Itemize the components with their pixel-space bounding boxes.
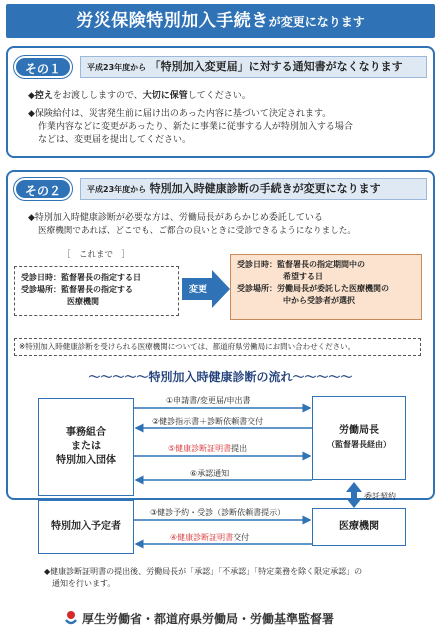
after-row-2a: 受診場所：労働局長が委託した医療機関の [237, 284, 389, 293]
node-right2-label: 医療機関 [339, 521, 379, 532]
flow-step-4-red: ④健康診断証明書 [170, 533, 234, 542]
after-row-1a: 受診日時：監督署長の指定期間中の [237, 260, 365, 269]
flow-step-5 [168, 443, 247, 454]
node-medical-institution [312, 508, 406, 546]
footer [0, 604, 441, 634]
flow-step-4 [170, 532, 249, 543]
bullet-1-end: してください。 [187, 91, 251, 101]
flow-step-2: ②健診指示書＋診断依頼書交付 [152, 417, 264, 426]
section-2-heading-small: 平成23年度から [87, 185, 147, 194]
node-left1-line-3: 特別加入団体 [56, 455, 116, 466]
section-2-bullet-line-2: 医療機関であれば、どこでも、ご都合の良いときに受診できるようになりました。 [38, 226, 356, 236]
section-2-heading-main: 特別加入時健康診断の手続きが変更になります [149, 182, 381, 195]
banner-title-main: 労災保険特別加入手続き [76, 11, 269, 31]
section-1-bullet-2-line-1: ◆保険給付は、災害発生前に届け出のあった内容に基づいて決定されます。 [28, 109, 332, 119]
consign-double-arrow-icon [346, 482, 362, 508]
section-2-badge: その２ [14, 178, 72, 200]
footnote-line-2: 通知を行います。 [52, 579, 116, 588]
bullet-1-bold-1: 控え [34, 91, 53, 101]
change-label: 変更 [188, 285, 208, 295]
flow-step-4-end: 交付 [233, 533, 250, 542]
bullet-1-bold-2: 大切に保管 [142, 91, 188, 101]
section-1-bullet-2-line-3: などは、変更届を提出してください。 [38, 135, 192, 145]
flow-title: 〜〜〜〜〜特別加入時健康診断の流れ〜〜〜〜〜 [88, 370, 353, 384]
flow-step-3: ③健診予約・受診（診断依頼書提示） [150, 508, 286, 517]
bullet-1-mid: をお渡ししますので、 [52, 91, 143, 101]
section-2-bullet-line-1: ◆特別加入時健康診断が必要な方は、労働局長があらかじめ委託している [28, 213, 323, 223]
node-applicant [38, 500, 134, 554]
flow-step-5-red: ⑤健康診断証明書 [168, 444, 232, 453]
node-left1-line-1: 事務組合 [66, 427, 106, 438]
before-label: ［ これまで ］ [62, 250, 131, 260]
node-office-association [38, 398, 134, 496]
bullet-marker: ◆ [28, 91, 35, 101]
node-right1-line-2: （監督署長経由） [327, 440, 391, 449]
section-1-badge: その１ [14, 56, 72, 78]
banner-title-sub: が変更になります [268, 15, 365, 29]
footer-org: 厚生労働省・都道府県労働局・労働基準監督署 [82, 612, 335, 626]
before-row-2b: 医療機関 [67, 297, 99, 306]
node-left1-line-2: または [71, 441, 101, 452]
after-row-2b: 中から受診者が選択 [283, 296, 355, 305]
section-1-heading-main: 「特別加入変更届」に対する通知書がなくなります [149, 60, 403, 73]
footnote-line-1: ◆健康診断証明書の提出後、労働局長が「承認」「不承認」「特定業務を除く限定承認」の [44, 567, 363, 576]
mhlw-logo-icon [64, 610, 78, 626]
node-right1-line-1: 労働局長 [339, 425, 379, 436]
before-row-2a: 受診場所：監督署長の指定する [21, 285, 133, 294]
flow-step-1: ①申請書/変更届/申出書 [166, 396, 251, 405]
flow-step-5-end: 提出 [231, 444, 248, 453]
footnote [44, 566, 424, 590]
after-row-1b: 希望する日 [283, 272, 323, 281]
node-labor-bureau-chief [312, 396, 406, 480]
section-1-bullet-2-line-2: 作業内容などに変更があったり、新たに事業に従事する人が特別加入する場合 [38, 122, 353, 132]
node-left2-label: 特別加入予定者 [51, 521, 121, 532]
before-row-1: 受診日時：監督署長の指定する日 [21, 273, 141, 282]
consign-label: 委託契約 [364, 492, 396, 501]
clinic-inquiry-note: ※特別加入時健康診断を受けられる医療機関については、都道府県労働局にお問い合わせください。 [14, 338, 421, 356]
section-1-heading-small: 平成23年度から [87, 63, 147, 72]
flow-step-6: ⑥承認通知 [190, 469, 230, 478]
